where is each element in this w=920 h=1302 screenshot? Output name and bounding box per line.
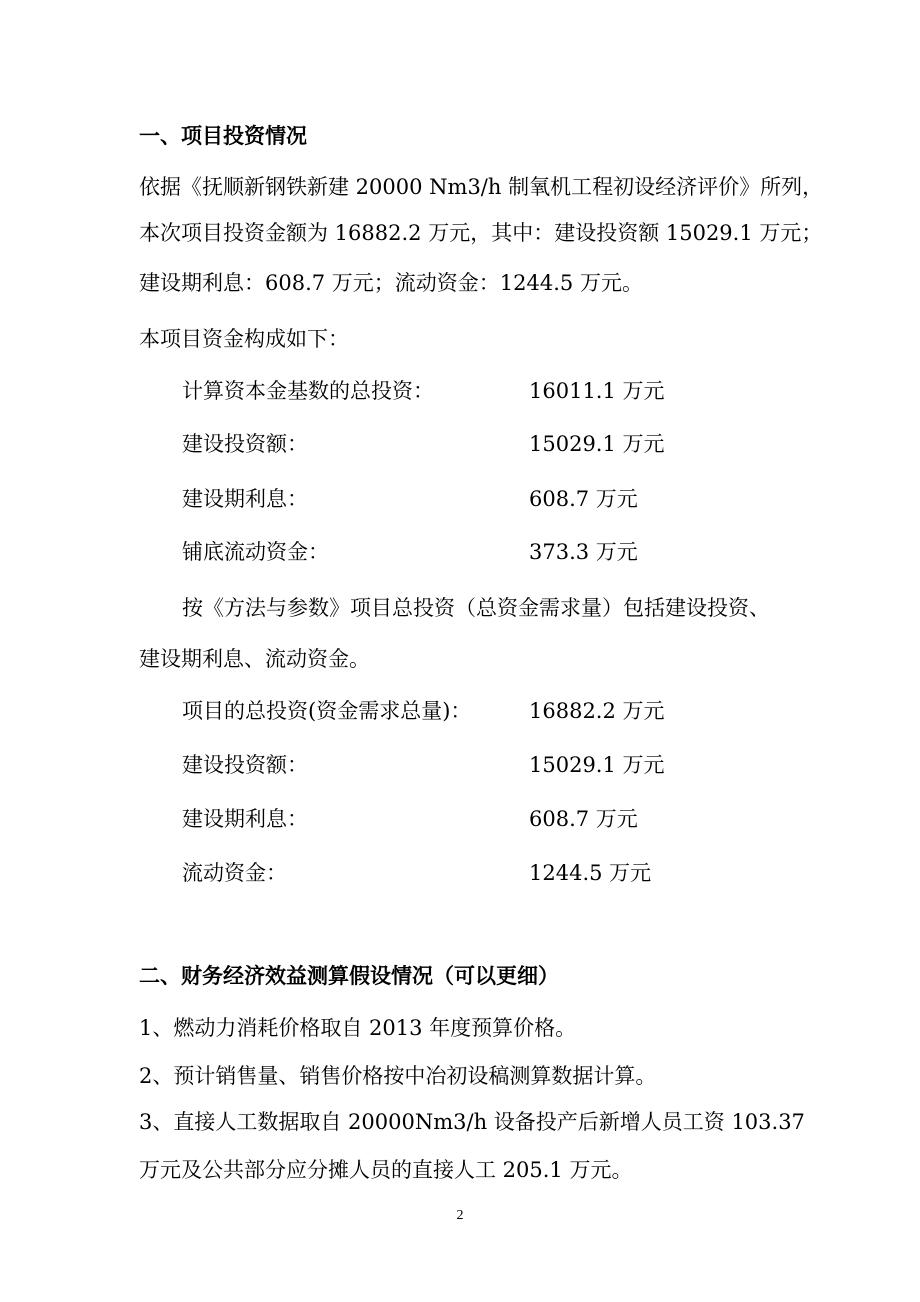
section-heading-investment: 一、项目投资情况 — [139, 124, 307, 148]
total-item-value: 16882.2 万元 — [529, 699, 665, 723]
capital-item-value: 16011.1 万元 — [529, 379, 665, 403]
total-item-label: 流动资金： — [182, 861, 287, 885]
assumption-item-2: 2、预计销售量、销售价格按中冶初设稿测算数据计算。 — [139, 1064, 657, 1088]
assumption-item-3-continued: 万元及公共部分应分摊人员的直接人工 205.1 万元。 — [139, 1158, 633, 1182]
assumption-item-3: 3、直接人工数据取自 20000Nm3/h 设备投产后新增人员工资 103.37 — [139, 1110, 805, 1134]
investment-paragraph-line-2: 本次项目投资金额为 16882.2 万元，其中：建设投资额 15029.1 万元； — [139, 221, 823, 245]
capital-item-label: 建设投资额： — [182, 432, 308, 456]
page-number: 2 — [456, 1208, 464, 1223]
investment-paragraph-line-1: 依据《抚顺新钢铁新建 20000 Nm3/h 制氧机工程初设经济评价》所列， — [139, 175, 824, 199]
capital-item-value: 15029.1 万元 — [529, 432, 665, 456]
assumption-item-1: 1、燃动力消耗价格取自 2013 年度预算价格。 — [139, 1016, 577, 1040]
section-heading-assumptions: 二、财务经济效益测算假设情况（可以更细） — [139, 964, 559, 988]
method-paragraph-line-2: 建设期利息、流动资金。 — [139, 647, 370, 671]
total-item-value: 608.7 万元 — [529, 807, 638, 831]
composition-intro: 本项目资金构成如下： — [139, 327, 349, 351]
total-item-value: 1244.5 万元 — [529, 861, 652, 885]
total-item-label: 建设期利息： — [182, 807, 308, 831]
method-paragraph-line-1: 按《方法与参数》项目总投资（总资金需求量）包括建设投资、 — [182, 596, 770, 620]
capital-item-label: 建设期利息： — [182, 487, 308, 511]
capital-item-value: 608.7 万元 — [529, 487, 638, 511]
total-item-label: 建设投资额： — [182, 753, 308, 777]
investment-paragraph-line-3: 建设期利息：608.7 万元；流动资金：1244.5 万元。 — [139, 271, 643, 295]
capital-item-value: 373.3 万元 — [529, 540, 638, 564]
capital-item-label: 计算资本金基数的总投资： — [182, 379, 434, 403]
total-item-label: 项目的总投资(资金需求总量)： — [182, 699, 472, 723]
total-item-value: 15029.1 万元 — [529, 753, 665, 777]
capital-item-label: 铺底流动资金： — [182, 540, 329, 564]
